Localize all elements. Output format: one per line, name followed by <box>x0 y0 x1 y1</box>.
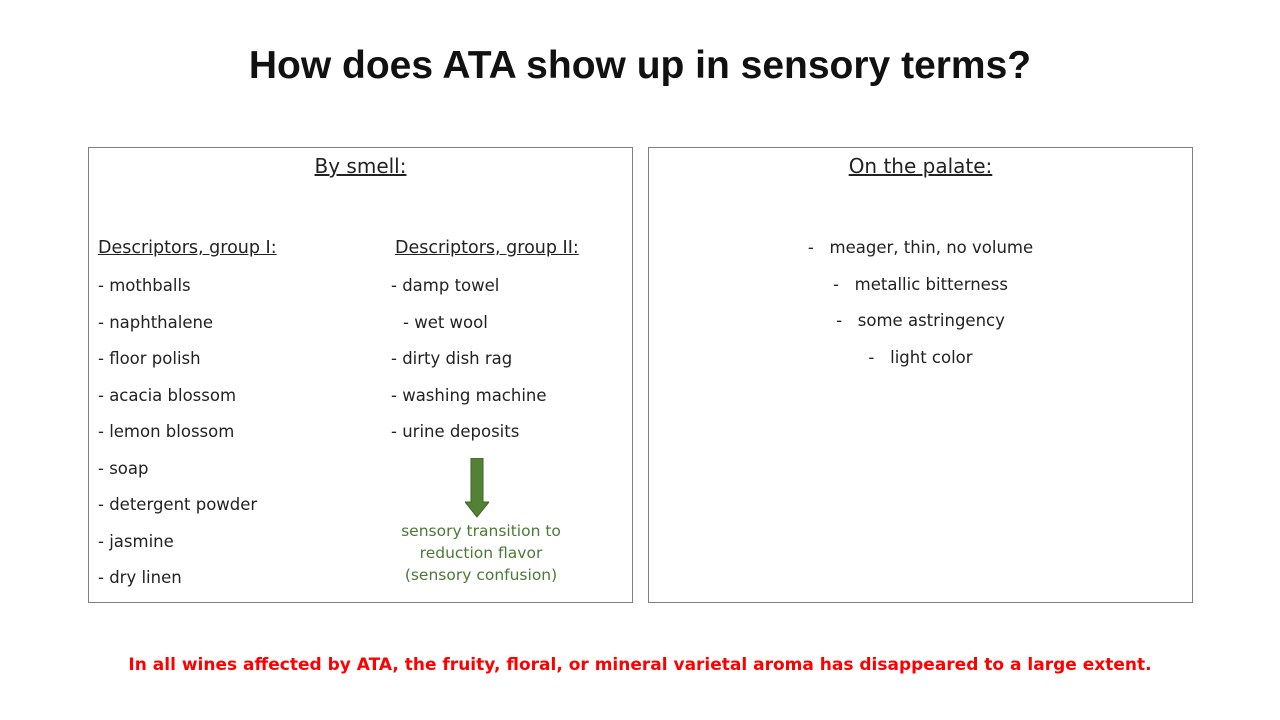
palate-list <box>649 236 1192 382</box>
list-item: - metallic bitterness <box>832 274 1008 294</box>
palate-panel <box>648 147 1193 603</box>
list-item: - urine deposits <box>391 422 520 441</box>
palate-heading: On the palate: <box>848 154 993 178</box>
transition-line: (sensory confusion) <box>404 566 558 584</box>
list-item: - dirty dish rag <box>391 349 513 368</box>
list-item: - wet wool <box>403 312 488 332</box>
list-item: - floor polish <box>98 349 201 368</box>
list-item: - soap <box>98 458 149 478</box>
down-arrow-icon <box>465 458 489 518</box>
group2-list <box>391 274 547 457</box>
group2-heading: Descriptors, group II: <box>395 238 579 258</box>
footer-note: In all wines affected by ATA, the fruity, floral, or mineral varietal aroma has disappeared to a large extent. <box>128 655 1152 675</box>
list-item: - washing machine <box>391 385 547 405</box>
list-item: - detergent powder <box>98 495 258 514</box>
group1-list <box>98 274 257 603</box>
list-item: - dry linen <box>98 568 182 587</box>
sensory-transition-note <box>381 520 581 586</box>
transition-line: reduction flavor <box>419 544 543 562</box>
list-item: - naphthalene <box>98 312 214 332</box>
list-item: - damp towel <box>391 276 500 295</box>
list-item: - some astringency <box>836 311 1005 330</box>
list-item: - mothballs <box>98 276 191 295</box>
smell-heading: By smell: <box>314 154 407 178</box>
list-item: - acacia blossom <box>98 385 237 405</box>
list-item: - light color <box>868 347 973 367</box>
list-item: - jasmine <box>98 531 174 551</box>
transition-line: sensory transition to <box>401 522 561 540</box>
list-item: - meager, thin, no volume <box>807 238 1034 257</box>
list-item: - lemon blossom <box>98 422 235 441</box>
slide-title: How does ATA show up in sensory terms? <box>248 44 1032 87</box>
smell-panel <box>88 147 633 603</box>
group1-heading: Descriptors, group I: <box>98 238 277 258</box>
